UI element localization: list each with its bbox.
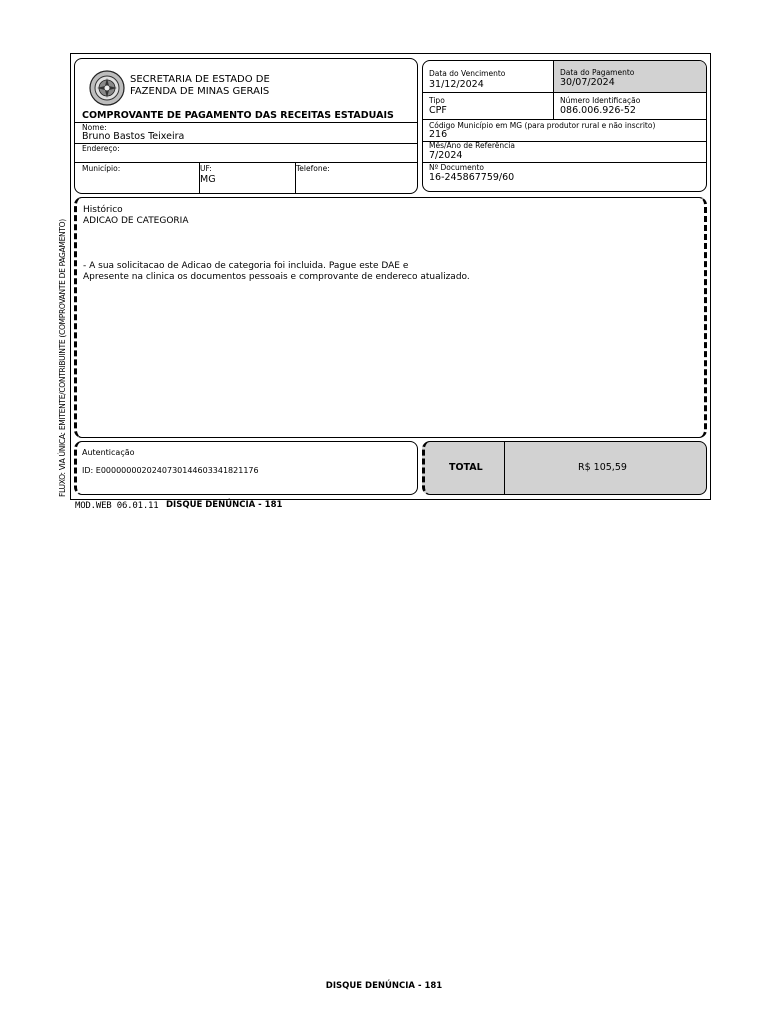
org-line-2: FAZENDA DE MINAS GERAIS	[130, 86, 270, 97]
document-number-value: 16-245867759/60	[429, 172, 515, 183]
coat-of-arms-icon	[88, 69, 126, 107]
type-label: Tipo	[429, 96, 445, 105]
divider-address	[75, 162, 417, 163]
paid-date-value: 30/07/2024	[560, 77, 615, 88]
authentication-label: Autenticação	[82, 448, 135, 457]
due-date-label: Data do Vencimento	[429, 69, 506, 78]
reference-label: Mês/Ano de Referência	[429, 141, 515, 150]
total-label: TOTAL	[449, 462, 483, 473]
phone-label: Telefone:	[296, 164, 330, 173]
history-line-2: Apresente na clinica os documentos pessoais e comprovante de endereco atualizado.	[83, 272, 470, 282]
name-value: Bruno Bastos Teixeira	[82, 131, 185, 142]
id-number-label: Número Identificação	[560, 96, 641, 105]
name-label: Nome:	[82, 123, 107, 132]
history-box	[74, 197, 707, 438]
paid-date-label: Data do Pagamento	[560, 68, 635, 77]
hotline-page-bottom: DISQUE DENÚNCIA - 181	[325, 981, 443, 991]
uf-label: UF:	[200, 164, 212, 173]
divider-total	[504, 441, 505, 495]
history-title: ADICAO DE CATEGORIA	[83, 216, 189, 226]
address-label: Endereço:	[82, 144, 120, 153]
reference-value: 7/2024	[429, 150, 463, 161]
due-date-value: 31/12/2024	[429, 79, 484, 90]
history-line-1: - A sua solicitacao de Adicao de categoria foi incluida. Pague este DAE e	[83, 261, 409, 271]
divider-title	[75, 122, 417, 123]
divider-type	[423, 119, 706, 120]
org-line-1: SECRETARIA DE ESTADO DE	[130, 74, 270, 85]
hotline-inline: DISQUE DENÚNCIA - 181	[166, 500, 283, 510]
history-label: Histórico	[83, 205, 123, 215]
total-value: R$ 105,59	[578, 462, 627, 473]
id-number-value: 086.006.926-52	[560, 105, 636, 116]
document-number-label: Nº Documento	[429, 163, 484, 172]
uf-value: MG	[200, 174, 216, 185]
divider-name	[75, 143, 417, 144]
divider-date-col	[553, 60, 554, 120]
side-flow-text	[58, 219, 68, 497]
divider-dates	[423, 92, 706, 93]
side-flow-label: FLUXO: VIA ÚNICA: EMITENTE/CONTRIBUINTE (COMPROVANTE DE PAGAMENTO)	[58, 219, 67, 497]
document-title: COMPROVANTE DE PAGAMENTO DAS RECEITAS ESTADUAIS	[82, 110, 394, 121]
type-value: CPF	[429, 105, 447, 116]
municipio-code-label: Código Município em MG (para produtor rural e não inscrito)	[429, 121, 656, 130]
model-code: MOD.WEB 06.01.11	[75, 501, 159, 511]
authentication-id: ID: E00000000202407301446033418​21176	[82, 466, 259, 475]
municipio-code-value: 216	[429, 129, 448, 140]
city-label: Município:	[82, 164, 121, 173]
